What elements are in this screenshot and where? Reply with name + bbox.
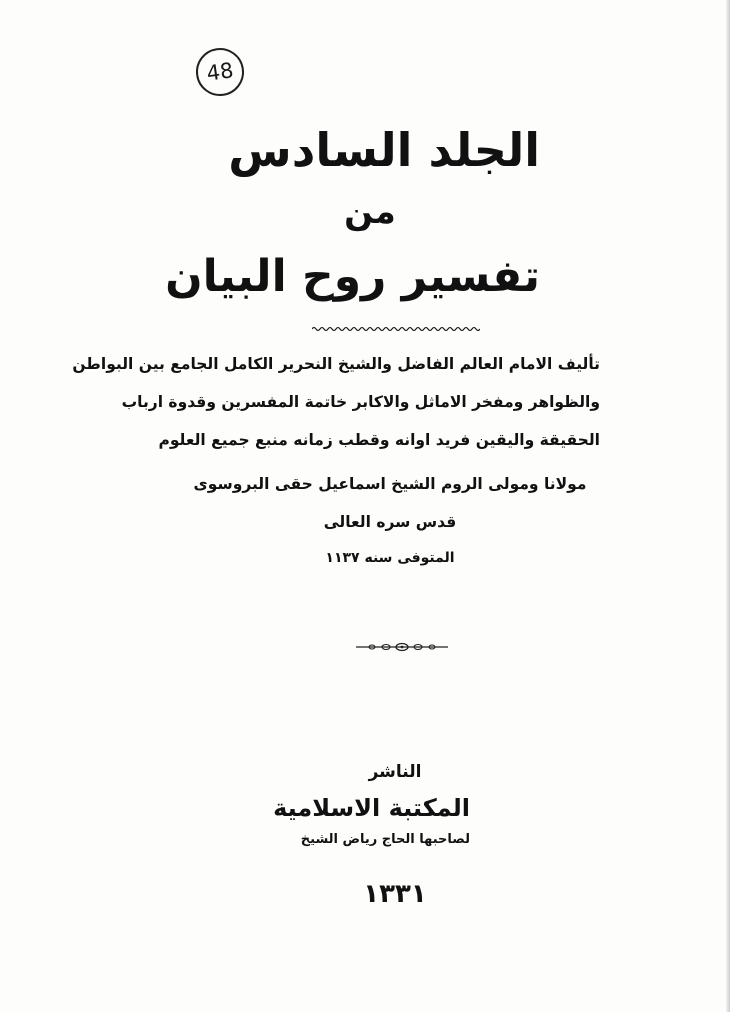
publisher-name: المكتبة الاسلامية — [273, 794, 470, 822]
volume-title: الجلد السادس — [228, 123, 540, 177]
author-line-5: قدس سره العالى — [323, 513, 457, 531]
author-line-3: الحقيقة واليقين فريد اوانه وقطب زمانه منبع جميع العلوم — [158, 431, 600, 449]
author-line-4: مولانا ومولى الروم الشيخ اسماعيل حقى البروسوى — [193, 475, 587, 493]
death-date-line: المتوفى سنه ١١٣٧ — [325, 550, 455, 566]
publisher-owner: لصاحبها الحاج رياض الشيخ — [300, 832, 470, 847]
ornament-divider — [356, 640, 448, 654]
author-line-2: والظواهر ومفخر الاماثل والاكابر خاتمة المفسرين وقدوة ارباب — [121, 393, 600, 411]
wavy-divider — [312, 326, 480, 332]
page-number-stamp: 48 — [193, 45, 247, 99]
title-connector: من — [344, 192, 396, 232]
publisher-label: الناشر — [368, 762, 422, 782]
publication-year: ١٣٣١ — [363, 879, 427, 909]
book-title: تفسير روح البيان — [165, 251, 540, 302]
scan-edge — [726, 0, 730, 1012]
author-line-1: تأليف الامام العالم الفاضل والشيخ النحرير الكامل الجامع بين البواطن — [72, 355, 600, 373]
